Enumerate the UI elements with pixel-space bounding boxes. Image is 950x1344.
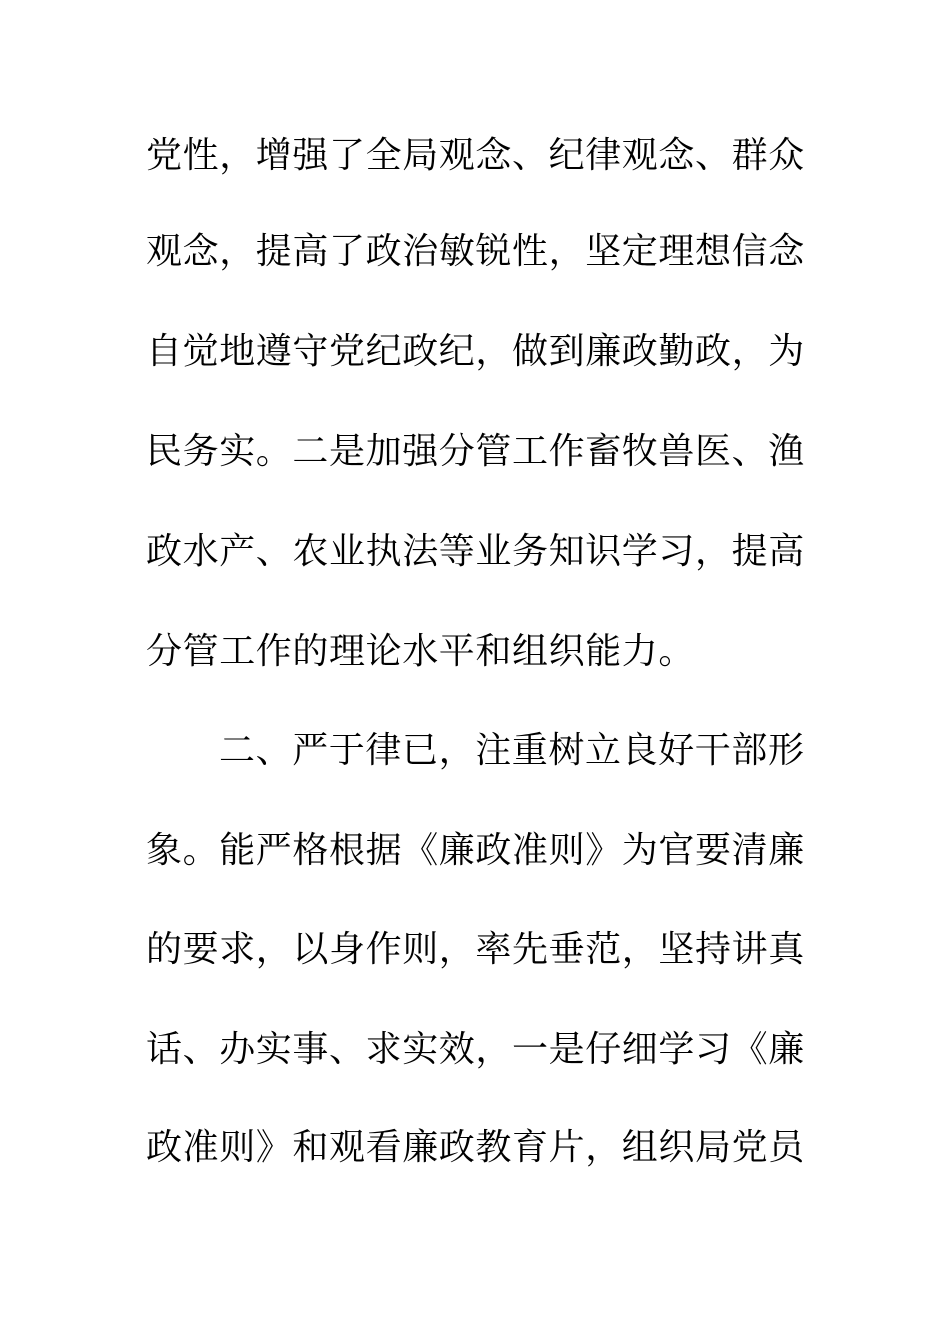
section-heading-line: 二、严于律已，注重树立良好干部形: [219, 730, 805, 771]
text-line: 政准则》和观看廉政教育片，组织局党员: [146, 1127, 805, 1168]
text-line: 话、办实事、求实效，一是仔细学习《廉: [146, 1029, 805, 1070]
text-line: 分管工作的理论水平和组织能力。: [146, 631, 696, 672]
text-line: 象。能严格根据《廉政准则》为官要清廉: [146, 830, 805, 871]
text-line: 民务实。二是加强分管工作畜牧兽医、渔: [146, 431, 805, 472]
text-line: 自觉地遵守党纪政纪，做到廉政勤政，为: [146, 331, 805, 372]
text-line: 政水产、农业执法等业务知识学习，提高: [146, 531, 805, 572]
text-line: 的要求，以身作则，率先垂范，坚持讲真: [146, 929, 805, 970]
text-line: 党性，增强了全局观念、纪律观念、群众: [146, 135, 805, 176]
text-line: 观念，提高了政治敏锐性，坚定理想信念: [146, 231, 805, 272]
